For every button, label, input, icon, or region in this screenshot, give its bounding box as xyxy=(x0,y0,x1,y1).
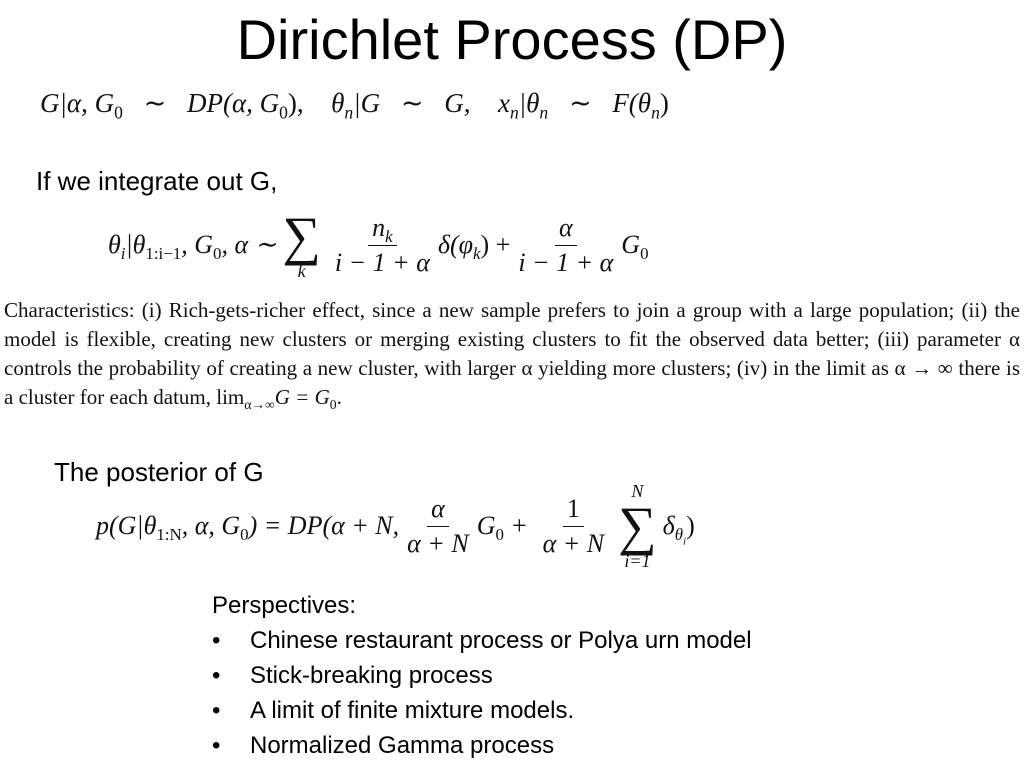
fraction: $\frac{n_k}{i - 1 + \alpha}$ xyxy=(334,212,430,277)
fraction: $\frac{\alpha}{i - 1 + \alpha}$ xyxy=(518,212,614,277)
list-item: • Normalized Gamma process xyxy=(212,728,752,763)
summation-symbol: ∑ k xyxy=(282,206,321,281)
slide-title: Dirichlet Process (DP) xyxy=(236,8,788,71)
summation-symbol: N ∑ i=1 xyxy=(618,481,657,571)
posterior-equation: $p(G|\theta_{1:N}$, α, $G_0) = DP(\alpha + N$, $\frac{\alpha}{\alpha + N}$ $G_0$ + $\frac{1}{\alpha + N}$ N ∑ i=1 $\delta_{\theta_i}$) xyxy=(96,481,695,571)
bullet-icon: • xyxy=(212,627,221,654)
perspectives-section xyxy=(212,588,752,763)
list-item: • A limit of finite mixture models. xyxy=(212,693,752,728)
perspectives-list xyxy=(212,623,752,763)
generative-model-equation: G|α, $G_0$ ∼ DP(α, $G_0$), $\theta_n|G$ ∼ G, $x_n|\theta_n$ ∼ $F(\theta_n)$ xyxy=(40,88,669,123)
fraction: $\frac{1}{\alpha + N}$ xyxy=(542,493,605,558)
list-item: • Chinese restaurant process or Polya urn model xyxy=(212,623,752,658)
perspectives-heading: Perspectives: xyxy=(212,592,357,619)
fraction: $\frac{\alpha}{\alpha + N}$ xyxy=(407,493,469,558)
integrate-out-label: If we integrate out G, xyxy=(36,166,278,196)
predictive-equation: $\theta_i|\theta_{1:i-1}$, $G_0$, α ∼ ∑ k $\frac{n_k}{i - 1 + \alpha}$ $\delta(\varphi_k)$ + $\frac{\alpha}{i - 1 + \alpha}$ $G_0$ xyxy=(108,206,649,281)
bullet-icon: • xyxy=(212,697,221,724)
list-item: • Stick-breaking process xyxy=(212,658,752,693)
characteristics-paragraph: Characteristics: (i) Rich-gets-richer effect, since a new sample prefers to join a group with a large population; (ii) the model is flexible, creating new clusters or merging existing clusters to fit the observed data better; (iii) parameter α controls the probability of creating a new cluster, with larger α yielding more clusters; (iv) in the limit as α → ∞ there is a cluster for each datum, $\lim_{\alpha\to\infty}G = G_0$. xyxy=(4,298,1020,413)
bullet-icon: • xyxy=(212,662,221,689)
bullet-icon: • xyxy=(212,732,221,759)
posterior-label: The posterior of G xyxy=(54,457,264,487)
